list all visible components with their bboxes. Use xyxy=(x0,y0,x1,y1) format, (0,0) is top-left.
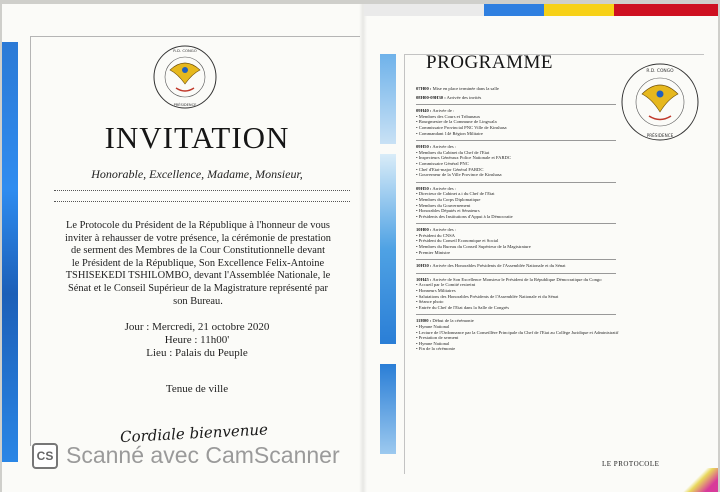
programme-entry xyxy=(416,182,616,220)
programme-entry xyxy=(416,95,616,101)
programme-item: • Membres du Bureau du Conseil Supérieur de la Magistrature xyxy=(416,244,531,250)
programme-divider xyxy=(416,259,616,260)
programme-item: • Entrée du Chef de l'Etat dans la Salle de Congrès xyxy=(416,304,510,310)
programme-item: • Membres du Corps Diplomatique xyxy=(416,196,481,202)
programme-item: • Honneurs Militaires xyxy=(416,288,456,294)
programme-entry xyxy=(416,273,616,311)
programme-time: 09H50 : xyxy=(416,144,432,150)
programme-item: • Président du CNSA xyxy=(416,232,455,238)
decorative-band-bottom xyxy=(380,364,396,454)
flag-stripe-blue xyxy=(484,4,544,16)
body-line: TSHISEKEDI TSHILOMBO, devant l'Assemblée Nationale, le xyxy=(65,270,331,282)
signature: LE PROTOCOLE xyxy=(602,460,660,468)
invitation-page xyxy=(2,4,362,492)
programme-list xyxy=(416,86,619,355)
programme-heading: Arrivée des : xyxy=(432,144,457,150)
decorative-band-middle xyxy=(380,154,396,344)
programme-entry xyxy=(416,259,616,269)
programme-divider xyxy=(416,273,616,274)
programme-divider xyxy=(416,140,616,141)
programme-entry xyxy=(416,104,616,136)
body-line: inviter à rehausser de votre présence, la cérémonie de prestation xyxy=(65,232,331,244)
svg-text:R.D. CONGO: R.D. CONGO xyxy=(646,69,674,74)
programme-item: • Bourgmestre de la Commune de Lingwala xyxy=(416,119,497,125)
programme-time: 11H00 : xyxy=(416,318,432,324)
svg-text:R.D. CONGO: R.D. CONGO xyxy=(173,48,197,53)
frame-line-left xyxy=(30,36,31,446)
programme-time: 10H30 : xyxy=(416,263,432,269)
programme-item: • Chef d'Etat-major Général FARDC xyxy=(416,166,484,172)
programme-title: PROGRAMME xyxy=(426,52,553,73)
event-day: Jour : Mercredi, 21 octobre 2020 xyxy=(124,321,270,333)
programme-item: • Président du Conseil Economique et Social xyxy=(416,238,499,244)
closing-greeting: Cordiale bienvenue xyxy=(119,420,269,447)
presidency-seal-icon xyxy=(152,44,218,110)
programme-item: • Lecture de l'Ordonnance par la Conseillère Principale du Chef de l'Etat au Collège Juridique et Administratif xyxy=(416,329,619,335)
salutation: Honorable, Excellence, Madame, Monsieur, xyxy=(91,167,303,181)
programme-time: 10H45 : xyxy=(416,276,432,282)
frame-line-top xyxy=(30,36,360,37)
body-line: le Président de la République, Son Excellence Felix-Antoine xyxy=(71,257,325,269)
programme-time: 10H00 : xyxy=(416,227,432,233)
dotted-line-2 xyxy=(54,201,350,202)
frame-line-left xyxy=(404,54,405,474)
programme-divider xyxy=(416,182,616,183)
camscanner-watermark xyxy=(32,442,340,469)
decorative-blue-band xyxy=(2,42,18,462)
flag-stripe-yellow xyxy=(544,4,614,16)
programme-item: • Membres du Gouvernement xyxy=(416,202,471,208)
dress-code: Tenue de ville xyxy=(165,383,229,395)
body-line: de serment des Membres de la Cour Constitutionnelle devant xyxy=(71,245,325,257)
programme-entry-heading xyxy=(416,95,616,101)
programme-entry-heading xyxy=(416,86,616,92)
programme-item: • Prestation de serment xyxy=(416,335,459,341)
programme-heading: Début de la cérémonie xyxy=(432,318,474,324)
programme-entry xyxy=(416,86,616,92)
programme-heading: Arrivée des invités xyxy=(446,94,482,100)
programme-heading: Mise en place terminée dans la salle xyxy=(432,86,499,91)
programme-item: • Inspecteurs Généraux Police Nationale et FARDC xyxy=(416,155,511,161)
event-hour: Heure : 11h00' xyxy=(164,334,230,346)
programme-item: • Commissaire Provincial PNC Ville de Kinshasa xyxy=(416,124,507,130)
programme-heading: Arrivée des : xyxy=(432,185,457,191)
programme-page xyxy=(364,4,718,492)
invitation-body xyxy=(44,220,352,308)
event-details xyxy=(42,321,352,360)
presidency-seal-icon xyxy=(620,62,700,142)
invitation-title: INVITATION xyxy=(104,120,290,155)
programme-divider xyxy=(416,314,616,315)
flag-stripe-red xyxy=(614,4,718,16)
programme-item: • Gouverneur de la Ville Province de Kinshasa xyxy=(416,172,502,178)
programme-heading: Arrivée des Honorables Présidents de l'Assemblée Nationale et du Sénat xyxy=(432,263,566,269)
programme-entry xyxy=(416,314,619,352)
programme-time: 09H40 : xyxy=(416,108,432,114)
programme-entry xyxy=(416,223,616,255)
programme-entry-heading xyxy=(416,263,656,269)
programme-item: • Membres des Cours et Tribunaux xyxy=(416,113,481,119)
programme-item: • Premier Ministre xyxy=(416,249,451,255)
programme-item: • Directeur de Cabinet a.i du Chef de l'Etat xyxy=(416,191,495,197)
programme-divider xyxy=(416,223,616,224)
programme-time: 07H00 : xyxy=(416,86,432,91)
decorative-band-top xyxy=(380,54,396,144)
programme-time: 09H50 : xyxy=(416,185,432,191)
programme-heading: Arrivée de : xyxy=(432,108,455,114)
body-line: Sénat et le Conseil Supérieur de la Magistrature représenté par xyxy=(68,282,328,294)
programme-time: 08H00-09H30 : xyxy=(416,94,446,100)
programme-item: • Commandant 14è Région Militaire xyxy=(416,130,483,136)
watermark-text: Scanné avec CamScanner xyxy=(66,442,340,468)
svg-text:PRÉSIDENCE: PRÉSIDENCE xyxy=(646,133,674,138)
programme-item: • Accueil par le Comité restreint xyxy=(416,282,476,288)
programme-entry xyxy=(416,140,616,178)
programme-item: • Commissaire Général PNC xyxy=(416,160,469,166)
body-line: Le Protocole du Président de la République à l'honneur de vous xyxy=(66,220,330,231)
programme-item: • Hymne National xyxy=(416,340,450,346)
programme-item: • Membres du Cabinet du Chef de l'Etat xyxy=(416,149,490,155)
dotted-line-1 xyxy=(54,190,350,191)
programme-item: • Fin de la cérémonie xyxy=(416,346,456,352)
programme-item: • Séance photo xyxy=(416,299,444,305)
flag-stripe-white xyxy=(364,4,484,16)
programme-heading: Arrivée des : xyxy=(432,227,457,233)
camscanner-logo-icon: CS xyxy=(32,443,58,469)
svg-text:PRÉSIDENCE: PRÉSIDENCE xyxy=(173,103,197,107)
event-place: Lieu : Palais du Peuple xyxy=(146,347,248,359)
body-line: son Bureau. xyxy=(173,295,223,307)
document-sheet xyxy=(2,4,718,492)
programme-heading: Arrivée de Son Excellence Monsieur le Président de la République Démocratique du Congo xyxy=(432,276,602,282)
programme-item: • Salutations des Honorables Présidents de l'Assemblée Nationale et du Sénat xyxy=(416,293,559,299)
programme-item: • Présidents des Institutions d'Appui à la Démocratie xyxy=(416,213,513,219)
programme-divider xyxy=(416,104,616,105)
programme-item: • Honorables Députés et Sénateurs xyxy=(416,208,480,214)
decorative-corner xyxy=(678,468,718,492)
programme-item: • Hymne National xyxy=(416,324,450,329)
